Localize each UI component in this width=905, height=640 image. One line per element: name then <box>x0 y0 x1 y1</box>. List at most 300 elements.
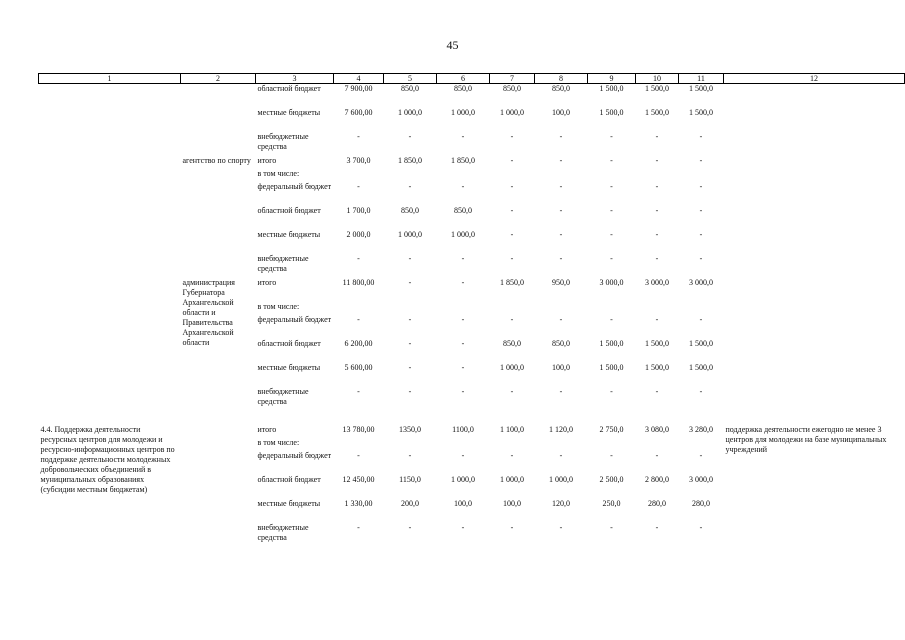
value-cell: - <box>408 387 412 396</box>
funding-source-cell: итого <box>257 156 277 165</box>
measure-cell <box>39 315 181 339</box>
value-cell: 1 000,0 <box>500 108 524 117</box>
table-row <box>39 387 905 411</box>
table-row <box>39 523 905 547</box>
value-cell: 200,0 <box>401 499 419 508</box>
value-cell: - <box>655 206 659 215</box>
table-row <box>39 425 905 438</box>
measure-cell <box>39 339 181 363</box>
column-header-3: 3 <box>256 74 334 84</box>
empty-cell <box>490 411 535 425</box>
value-cell: - <box>699 230 703 239</box>
value-cell: 1 000,0 <box>549 475 573 484</box>
table-row <box>39 278 905 302</box>
funding-source-cell: местные бюджеты <box>257 230 321 239</box>
value-cell: - <box>699 132 703 141</box>
value-cell: - <box>408 363 412 372</box>
value-cell: 2 500,0 <box>599 475 624 484</box>
cell-text: поддержка деятельности ежегодно не менее 3 центров для молодежи на базе муниципальных учреждений <box>725 425 887 454</box>
value-cell: 1 500,0 <box>645 108 669 117</box>
measure-cell <box>39 387 181 411</box>
column-header-9: 9 <box>588 74 636 84</box>
empty-cell <box>384 411 437 425</box>
value-cell: - <box>357 182 360 191</box>
value-cell: - <box>559 230 563 239</box>
table-row <box>39 499 905 523</box>
value-cell <box>588 169 636 182</box>
empty-cell <box>679 411 724 425</box>
executor-cell <box>181 451 256 475</box>
value-cell <box>384 302 437 315</box>
value-cell: 1 500,0 <box>689 84 713 93</box>
value-cell <box>490 169 535 182</box>
result-cell <box>724 315 905 339</box>
value-cell <box>588 302 636 315</box>
value-cell: - <box>655 387 659 396</box>
value-cell: 3 000,0 <box>645 278 669 287</box>
value-cell: 850,0 <box>503 339 521 348</box>
value-cell: - <box>655 156 659 165</box>
budget-table <box>38 73 905 547</box>
value-cell: 1 500,0 <box>645 84 669 93</box>
result-cell <box>724 254 905 278</box>
value-cell: - <box>655 182 659 191</box>
value-cell: - <box>610 230 613 239</box>
value-cell: - <box>699 451 703 460</box>
executor-cell <box>181 254 256 278</box>
result-cell <box>724 523 905 547</box>
value-cell: 1 500,0 <box>689 363 713 372</box>
measure-cell <box>39 169 181 182</box>
value-cell <box>437 169 490 182</box>
value-cell: - <box>408 254 412 263</box>
value-cell <box>437 438 490 451</box>
executor-cell <box>181 84 256 109</box>
funding-source-cell: местные бюджеты <box>257 108 321 117</box>
value-cell <box>679 438 724 451</box>
funding-source-cell: итого <box>257 278 277 287</box>
value-cell: - <box>610 182 613 191</box>
value-cell: 280,0 <box>648 499 666 508</box>
funding-source-cell: областной бюджет <box>257 339 321 348</box>
value-cell: 1 000,0 <box>500 363 524 372</box>
empty-cell <box>535 411 588 425</box>
value-cell: 1 850,0 <box>500 278 524 287</box>
value-cell: 950,0 <box>552 278 570 287</box>
value-cell: - <box>408 278 412 287</box>
value-cell: 850,0 <box>454 206 472 215</box>
funding-source-cell: федеральный бюджет <box>257 451 332 460</box>
value-cell: 2 000,0 <box>346 230 371 239</box>
value-cell: - <box>510 523 514 532</box>
funding-source-cell: в том числе: <box>257 438 300 447</box>
result-cell <box>724 438 905 451</box>
result-cell <box>724 169 905 182</box>
empty-cell <box>39 411 181 425</box>
table-row <box>39 451 905 475</box>
header-row <box>39 74 905 84</box>
table-row <box>39 132 905 156</box>
value-cell: - <box>655 523 659 532</box>
value-cell <box>334 169 384 182</box>
value-cell: - <box>510 132 514 141</box>
value-cell: 1 500,0 <box>599 339 624 348</box>
value-cell: 1 850,0 <box>451 156 475 165</box>
executor-cell <box>181 339 256 363</box>
value-cell: - <box>559 523 563 532</box>
measure-cell <box>39 278 181 302</box>
column-header-2: 2 <box>181 74 256 84</box>
value-cell: 1100,0 <box>452 425 474 434</box>
value-cell: - <box>699 254 703 263</box>
value-cell <box>535 438 588 451</box>
value-cell: 280,0 <box>692 499 710 508</box>
value-cell: - <box>408 451 412 460</box>
measure-cell <box>39 156 181 169</box>
measure-cell <box>39 425 181 494</box>
result-cell <box>724 499 905 523</box>
value-cell <box>535 169 588 182</box>
value-cell: - <box>610 451 613 460</box>
cell-text: 4.4. Поддержка деятельности ресурсных центров для молодежи и ресурсно-информационных центров по поддержке деятельности молодежных добровольческих объединений в муниципальных образованиях (субсидии местным бюджетам) <box>40 425 175 494</box>
value-cell: 13 780,00 <box>342 425 375 434</box>
column-header-11: 11 <box>679 74 724 84</box>
result-cell <box>724 182 905 206</box>
value-cell <box>679 302 724 315</box>
empty-cell <box>256 411 334 425</box>
value-cell: 100,0 <box>552 108 570 117</box>
empty-cell <box>334 411 384 425</box>
value-cell: - <box>357 451 360 460</box>
value-cell: - <box>461 387 465 396</box>
empty-cell <box>636 411 679 425</box>
value-cell: - <box>610 254 613 263</box>
table-row <box>39 84 905 109</box>
measure-cell <box>39 475 181 499</box>
table-row <box>39 315 905 339</box>
executor-cell <box>181 169 256 182</box>
table-row <box>39 411 905 425</box>
value-cell: 11 800,00 <box>342 278 375 287</box>
executor-cell <box>181 523 256 547</box>
value-cell <box>636 438 679 451</box>
value-cell <box>636 169 679 182</box>
value-cell: - <box>408 182 412 191</box>
table-row <box>39 182 905 206</box>
result-cell <box>724 230 905 254</box>
empty-cell <box>181 411 256 425</box>
measure-cell <box>39 206 181 230</box>
executor-cell <box>181 363 256 387</box>
value-cell: 1 850,0 <box>398 156 422 165</box>
value-cell: - <box>559 132 563 141</box>
result-cell <box>724 451 905 475</box>
executor-cell <box>181 132 256 156</box>
value-cell: - <box>461 523 465 532</box>
column-header-4: 4 <box>334 74 384 84</box>
value-cell: 120,0 <box>552 499 570 508</box>
value-cell: 7 600,00 <box>344 108 373 117</box>
value-cell: - <box>408 132 412 141</box>
value-cell: 1 500,0 <box>645 363 669 372</box>
value-cell: 1 500,0 <box>599 84 624 93</box>
value-cell: 850,0 <box>552 84 570 93</box>
result-cell <box>724 84 905 109</box>
value-cell: - <box>461 451 465 460</box>
funding-source-cell: внебюджетные средства <box>257 523 309 542</box>
funding-source-cell: в том числе: <box>257 302 300 311</box>
value-cell: - <box>510 315 514 324</box>
executor-cell <box>181 302 256 315</box>
value-cell: - <box>408 523 412 532</box>
measure-cell <box>39 230 181 254</box>
funding-source-cell: областной бюджет <box>257 206 321 215</box>
table-row <box>39 475 905 499</box>
value-cell: 2 800,0 <box>645 475 669 484</box>
value-cell: 100,0 <box>552 363 570 372</box>
funding-source-cell: федеральный бюджет <box>257 315 332 324</box>
executor-cell <box>181 475 256 499</box>
value-cell: - <box>610 156 613 165</box>
result-cell <box>724 475 905 499</box>
value-cell: 100,0 <box>503 499 521 508</box>
value-cell: 6 200,00 <box>344 339 373 348</box>
executor-cell <box>181 278 256 347</box>
value-cell: - <box>510 156 514 165</box>
table-row <box>39 302 905 315</box>
value-cell: - <box>357 254 360 263</box>
value-cell: 850,0 <box>503 84 521 93</box>
value-cell: 1150,0 <box>399 475 421 484</box>
value-cell: - <box>461 254 465 263</box>
executor-cell <box>181 182 256 206</box>
value-cell: - <box>461 315 465 324</box>
value-cell: - <box>510 182 514 191</box>
value-cell <box>437 302 490 315</box>
value-cell: - <box>610 387 613 396</box>
value-cell: - <box>510 206 514 215</box>
measure-cell <box>39 84 181 109</box>
value-cell: - <box>610 206 613 215</box>
measure-cell <box>39 254 181 278</box>
funding-source-cell: внебюджетные средства <box>257 387 309 406</box>
column-header-5: 5 <box>384 74 437 84</box>
result-cell <box>724 206 905 230</box>
value-cell: - <box>699 156 703 165</box>
funding-source-cell: областной бюджет <box>257 475 321 484</box>
executor-cell <box>181 206 256 230</box>
value-cell: 3 700,0 <box>346 156 371 165</box>
value-cell: - <box>408 339 412 348</box>
value-cell: 1 000,0 <box>451 108 475 117</box>
result-cell <box>724 156 905 169</box>
funding-source-cell: в том числе: <box>257 169 300 178</box>
table-row <box>39 254 905 278</box>
value-cell: - <box>699 387 703 396</box>
funding-source-cell: местные бюджеты <box>257 499 321 508</box>
value-cell: - <box>610 315 613 324</box>
executor-cell <box>181 230 256 254</box>
funding-source-cell: внебюджетные средства <box>257 254 309 273</box>
column-header-1: 1 <box>39 74 181 84</box>
value-cell: - <box>559 254 563 263</box>
value-cell: - <box>559 206 563 215</box>
empty-cell <box>588 411 636 425</box>
measure-cell <box>39 499 181 523</box>
value-cell: - <box>408 315 412 324</box>
funding-source-cell: федеральный бюджет <box>257 182 332 191</box>
value-cell: 1 000,0 <box>398 230 422 239</box>
value-cell: - <box>655 230 659 239</box>
value-cell: 1 000,0 <box>451 230 475 239</box>
value-cell: - <box>655 254 659 263</box>
value-cell <box>636 302 679 315</box>
value-cell: 1 330,00 <box>344 499 373 508</box>
value-cell: - <box>357 315 360 324</box>
result-cell <box>724 363 905 387</box>
value-cell: 12 450,00 <box>342 475 375 484</box>
value-cell: 850,0 <box>401 84 419 93</box>
result-cell <box>724 425 905 454</box>
value-cell: 2 750,0 <box>599 425 624 434</box>
value-cell: 1 500,0 <box>689 339 713 348</box>
value-cell: - <box>510 387 514 396</box>
value-cell: - <box>357 523 360 532</box>
value-cell: - <box>461 339 465 348</box>
funding-source-cell: местные бюджеты <box>257 363 321 372</box>
value-cell <box>334 302 384 315</box>
table-row <box>39 156 905 169</box>
value-cell: 1 000,0 <box>451 475 475 484</box>
measure-cell <box>39 182 181 206</box>
value-cell: 3 280,0 <box>689 425 713 434</box>
value-cell <box>334 438 384 451</box>
value-cell: 850,0 <box>454 84 472 93</box>
measure-cell <box>39 108 181 132</box>
value-cell: - <box>699 182 703 191</box>
value-cell: 1 700,0 <box>346 206 371 215</box>
value-cell: - <box>510 254 514 263</box>
executor-cell <box>181 438 256 451</box>
page-number: 45 <box>446 38 459 52</box>
value-cell: - <box>699 206 703 215</box>
measure-cell <box>39 451 181 475</box>
result-cell <box>724 278 905 302</box>
empty-cell <box>724 411 905 425</box>
executor-cell <box>181 315 256 339</box>
cell-text: администрация Губернатора Архангельской области и Правительства Архангельской области <box>182 278 235 347</box>
value-cell: 3 000,0 <box>689 278 713 287</box>
executor-cell <box>181 108 256 132</box>
value-cell: 1 500,0 <box>689 108 713 117</box>
value-cell: - <box>610 523 613 532</box>
value-cell: - <box>510 451 514 460</box>
value-cell: 1 000,0 <box>398 108 422 117</box>
value-cell: 1 500,0 <box>599 108 624 117</box>
empty-cell <box>437 411 490 425</box>
column-header-7: 7 <box>490 74 535 84</box>
value-cell: 3 080,0 <box>645 425 669 434</box>
table-row <box>39 169 905 182</box>
executor-cell <box>181 499 256 523</box>
value-cell: - <box>559 315 563 324</box>
executor-cell <box>181 425 256 438</box>
column-header-8: 8 <box>535 74 588 84</box>
value-cell <box>588 438 636 451</box>
result-cell <box>724 302 905 315</box>
value-cell: 1 120,0 <box>549 425 573 434</box>
value-cell: - <box>610 132 613 141</box>
value-cell: - <box>655 451 659 460</box>
value-cell <box>384 169 437 182</box>
measure-cell <box>39 438 181 451</box>
value-cell: - <box>655 132 659 141</box>
result-cell <box>724 132 905 156</box>
value-cell <box>679 169 724 182</box>
value-cell: - <box>461 182 465 191</box>
value-cell: - <box>510 230 514 239</box>
column-header-10: 10 <box>636 74 679 84</box>
result-cell <box>724 339 905 363</box>
value-cell <box>490 438 535 451</box>
table-row <box>39 438 905 451</box>
value-cell: - <box>559 451 563 460</box>
result-cell <box>724 387 905 411</box>
executor-cell <box>181 387 256 411</box>
funding-source-cell: итого <box>257 425 277 434</box>
value-cell: - <box>461 278 465 287</box>
result-cell <box>724 108 905 132</box>
table-row <box>39 363 905 387</box>
measure-cell <box>39 302 181 315</box>
value-cell: 1 500,0 <box>599 363 624 372</box>
value-cell: 850,0 <box>401 206 419 215</box>
cell-text: агентство по спорту <box>182 156 251 165</box>
measure-cell <box>39 363 181 387</box>
value-cell <box>384 438 437 451</box>
table-row <box>39 206 905 230</box>
value-cell: 250,0 <box>602 499 621 508</box>
value-cell: 1 100,0 <box>500 425 524 434</box>
value-cell: 850,0 <box>552 339 570 348</box>
value-cell: - <box>699 315 703 324</box>
value-cell: 7 900,00 <box>344 84 373 93</box>
table-row <box>39 339 905 363</box>
measure-cell <box>39 132 181 156</box>
value-cell: 100,0 <box>454 499 472 508</box>
funding-source-cell: областной бюджет <box>257 84 321 93</box>
value-cell: 3 000,0 <box>689 475 713 484</box>
executor-cell <box>181 156 256 169</box>
value-cell: - <box>559 156 563 165</box>
value-cell: - <box>357 387 360 396</box>
value-cell: 1350,0 <box>399 425 421 434</box>
value-cell: - <box>357 132 360 141</box>
value-cell: 5 600,00 <box>344 363 373 372</box>
value-cell: 1 000,0 <box>500 475 524 484</box>
value-cell: - <box>461 363 465 372</box>
table-row <box>39 230 905 254</box>
value-cell: 1 500,0 <box>645 339 669 348</box>
value-cell: - <box>461 132 465 141</box>
value-cell: - <box>655 315 659 324</box>
value-cell <box>490 302 535 315</box>
measure-cell <box>39 523 181 547</box>
column-header-12: 12 <box>724 74 905 84</box>
value-cell: - <box>699 523 703 532</box>
column-header-6: 6 <box>437 74 490 84</box>
funding-source-cell: внебюджетные средства <box>257 132 309 151</box>
